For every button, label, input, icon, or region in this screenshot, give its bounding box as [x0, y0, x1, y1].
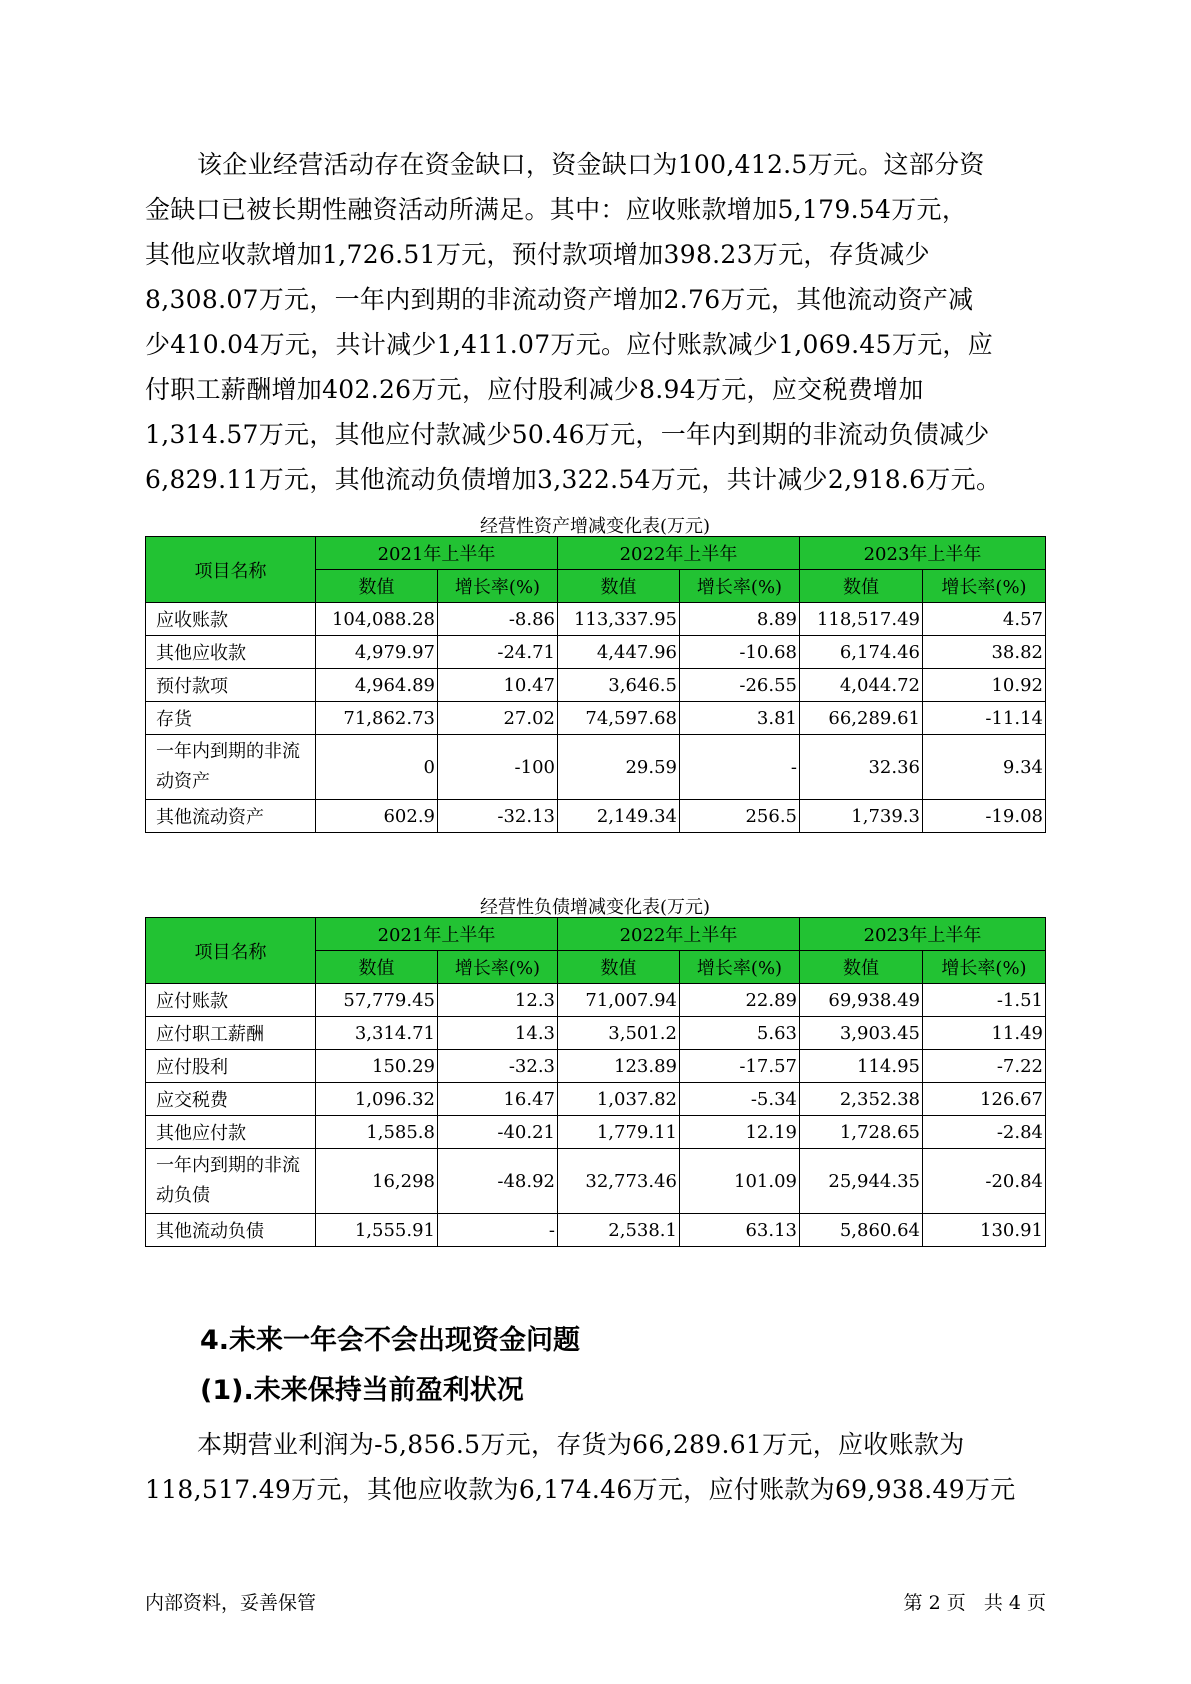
- cell-value: 118,517.49: [800, 603, 923, 636]
- paragraph-line: 其他应收款增加1,726.51万元，预付款项增加398.23万元，存货减少: [145, 240, 930, 269]
- cell-value: 1,037.82: [558, 1083, 680, 1116]
- header-rate: 增长率(%): [680, 951, 800, 984]
- paragraph-line: 付职工薪酬增加402.26万元，应付股利减少8.94万元，应交税费增加: [145, 375, 924, 404]
- cell-rate: 12.3: [438, 984, 558, 1017]
- cell-rate: 5.63: [680, 1017, 800, 1050]
- row-label: 应付账款: [146, 984, 316, 1017]
- cell-rate: -100: [438, 735, 558, 800]
- paragraph-line: 1,314.57万元，其他应付款减少50.46万元，一年内到期的非流动负债减少: [145, 420, 990, 449]
- cell-value: 4,447.96: [558, 636, 680, 669]
- cell-value: 32,773.46: [558, 1149, 680, 1214]
- header-rate: 增长率(%): [438, 951, 558, 984]
- cell-rate: -: [680, 735, 800, 800]
- cell-value: 602.9: [316, 800, 438, 833]
- cell-rate: 22.89: [680, 984, 800, 1017]
- header-period: 2021年上半年: [316, 918, 558, 951]
- header-value: 数值: [800, 570, 923, 603]
- row-label: 存货: [146, 702, 316, 735]
- paragraph-line: 该企业经营活动存在资金缺口，资金缺口为100,412.5万元。这部分资: [197, 150, 985, 179]
- table-caption-liabilities: 经营性负债增减变化表(万元): [479, 897, 711, 918]
- cell-rate: 11.49: [923, 1017, 1046, 1050]
- header-value: 数值: [558, 570, 680, 603]
- cell-value: 1,779.11: [558, 1116, 680, 1149]
- row-label: 应付职工薪酬: [146, 1017, 316, 1050]
- paragraph-funding-gap: [145, 142, 1045, 502]
- cell-rate: 10.92: [923, 669, 1046, 702]
- header-rate: 增长率(%): [438, 570, 558, 603]
- cell-rate: -32.3: [438, 1050, 558, 1083]
- header-rate: 增长率(%): [680, 570, 800, 603]
- cell-value: 32.36: [800, 735, 923, 800]
- row-label: 预付款项: [146, 669, 316, 702]
- cell-rate: 14.3: [438, 1017, 558, 1050]
- cell-value: 1,096.32: [316, 1083, 438, 1116]
- cell-rate: -19.08: [923, 800, 1046, 833]
- table-caption-assets: 经营性资产增减变化表(万元): [479, 516, 711, 537]
- cell-value: 1,555.91: [316, 1214, 438, 1247]
- footer-page-number: 第 2 页 共 4 页: [903, 1592, 1046, 1614]
- subsection-heading: (1).未来保持当前盈利状况: [200, 1375, 524, 1406]
- cell-rate: -1.51: [923, 984, 1046, 1017]
- header-period: 2021年上半年: [316, 537, 558, 570]
- table-row: [146, 735, 1046, 800]
- cell-rate: -40.21: [438, 1116, 558, 1149]
- cell-value: 74,597.68: [558, 702, 680, 735]
- header-rate: 增长率(%): [923, 570, 1046, 603]
- table-row: [146, 702, 1046, 735]
- cell-value: 104,088.28: [316, 603, 438, 636]
- row-label-line: 动资产: [156, 771, 210, 792]
- paragraph-profit-status: [145, 1422, 1045, 1512]
- table-row: [146, 1050, 1046, 1083]
- header-value: 数值: [316, 951, 438, 984]
- cell-rate: 8.89: [680, 603, 800, 636]
- cell-value: 4,979.97: [316, 636, 438, 669]
- cell-rate: 10.47: [438, 669, 558, 702]
- header-value: 数值: [800, 951, 923, 984]
- cell-rate: 126.67: [923, 1083, 1046, 1116]
- header-rate: 增长率(%): [923, 951, 1046, 984]
- cell-value: 150.29: [316, 1050, 438, 1083]
- cell-rate: 63.13: [680, 1214, 800, 1247]
- cell-value: 113,337.95: [558, 603, 680, 636]
- cell-value: 1,585.8: [316, 1116, 438, 1149]
- cell-rate: -48.92: [438, 1149, 558, 1214]
- row-label: 其他应收款: [146, 636, 316, 669]
- header-period: 2023年上半年: [800, 537, 1046, 570]
- cell-value: 5,860.64: [800, 1214, 923, 1247]
- cell-value: 1,728.65: [800, 1116, 923, 1149]
- cell-rate: -11.14: [923, 702, 1046, 735]
- cell-rate: 27.02: [438, 702, 558, 735]
- cell-value: 123.89: [558, 1050, 680, 1083]
- cell-rate: -7.22: [923, 1050, 1046, 1083]
- footer-confidential-note: 内部资料，妥善保管: [145, 1592, 317, 1614]
- cell-value: 0: [316, 735, 438, 800]
- section-heading: 4.未来一年会不会出现资金问题: [200, 1325, 581, 1356]
- cell-rate: 256.5: [680, 800, 800, 833]
- cell-rate: -8.86: [438, 603, 558, 636]
- cell-rate: -17.57: [680, 1050, 800, 1083]
- table-row: [146, 1214, 1046, 1247]
- table-row: [146, 1083, 1046, 1116]
- cell-value: 16,298: [316, 1149, 438, 1214]
- row-label: [146, 735, 316, 800]
- cell-rate: 12.19: [680, 1116, 800, 1149]
- cell-value: 1,739.3: [800, 800, 923, 833]
- table-operating-assets: [145, 536, 1046, 833]
- cell-rate: 9.34: [923, 735, 1046, 800]
- cell-value: 2,352.38: [800, 1083, 923, 1116]
- paragraph-line: 本期营业利润为-5,856.5万元，存货为66,289.61万元，应收账款为: [197, 1430, 965, 1459]
- cell-rate: 4.57: [923, 603, 1046, 636]
- header-value: 数值: [558, 951, 680, 984]
- header-period: 2022年上半年: [558, 918, 800, 951]
- cell-value: 6,174.46: [800, 636, 923, 669]
- row-label: 应收账款: [146, 603, 316, 636]
- cell-value: 3,903.45: [800, 1017, 923, 1050]
- table-row: [146, 1116, 1046, 1149]
- header-item-name: 项目名称: [146, 918, 316, 984]
- row-label: 应交税费: [146, 1083, 316, 1116]
- cell-value: 3,646.5: [558, 669, 680, 702]
- cell-rate: 38.82: [923, 636, 1046, 669]
- cell-rate: -20.84: [923, 1149, 1046, 1214]
- cell-rate: 3.81: [680, 702, 800, 735]
- paragraph-line: 6,829.11万元，其他流动负债增加3,322.54万元，共计减少2,918.6万元。: [145, 465, 1002, 494]
- cell-value: 66,289.61: [800, 702, 923, 735]
- table-row: [146, 984, 1046, 1017]
- cell-rate: 16.47: [438, 1083, 558, 1116]
- table-row: [146, 1017, 1046, 1050]
- row-label: 其他应付款: [146, 1116, 316, 1149]
- cell-rate: -24.71: [438, 636, 558, 669]
- row-label: 其他流动负债: [146, 1214, 316, 1247]
- cell-value: 2,149.34: [558, 800, 680, 833]
- cell-value: 3,314.71: [316, 1017, 438, 1050]
- table-row: [146, 669, 1046, 702]
- header-item-name: 项目名称: [146, 537, 316, 603]
- paragraph-line: 8,308.07万元，一年内到期的非流动资产增加2.76万元，其他流动资产减: [145, 285, 974, 314]
- cell-value: 4,044.72: [800, 669, 923, 702]
- cell-rate: -26.55: [680, 669, 800, 702]
- table-operating-liabilities: [145, 917, 1046, 1247]
- cell-value: 69,938.49: [800, 984, 923, 1017]
- table-row: [146, 800, 1046, 833]
- cell-value: 25,944.35: [800, 1149, 923, 1214]
- row-label: 应付股利: [146, 1050, 316, 1083]
- cell-rate: -32.13: [438, 800, 558, 833]
- paragraph-line: 金缺口已被长期性融资活动所满足。其中：应收账款增加5,179.54万元，: [145, 195, 968, 224]
- row-label-line: 一年内到期的非流: [156, 741, 300, 762]
- cell-value: 3,501.2: [558, 1017, 680, 1050]
- cell-value: 71,007.94: [558, 984, 680, 1017]
- cell-value: 29.59: [558, 735, 680, 800]
- paragraph-line: 118,517.49万元，其他应收款为6,174.46万元，应付账款为69,938.49万元: [145, 1475, 1016, 1504]
- table-row: [146, 603, 1046, 636]
- cell-rate: -: [438, 1214, 558, 1247]
- cell-rate: 130.91: [923, 1214, 1046, 1247]
- row-label: [146, 1149, 316, 1214]
- cell-rate: -5.34: [680, 1083, 800, 1116]
- header-period: 2022年上半年: [558, 537, 800, 570]
- row-label-line: 一年内到期的非流: [156, 1155, 300, 1176]
- cell-value: 4,964.89: [316, 669, 438, 702]
- cell-value: 57,779.45: [316, 984, 438, 1017]
- cell-value: 114.95: [800, 1050, 923, 1083]
- cell-rate: -2.84: [923, 1116, 1046, 1149]
- cell-value: 71,862.73: [316, 702, 438, 735]
- table-row: [146, 636, 1046, 669]
- paragraph-line: 少410.04万元，共计减少1,411.07万元。应付账款减少1,069.45万元，应: [145, 330, 994, 359]
- row-label: 其他流动资产: [146, 800, 316, 833]
- cell-rate: -10.68: [680, 636, 800, 669]
- row-label-line: 动负债: [156, 1185, 210, 1206]
- cell-rate: 101.09: [680, 1149, 800, 1214]
- header-value: 数值: [316, 570, 438, 603]
- table-row: [146, 1149, 1046, 1214]
- cell-value: 2,538.1: [558, 1214, 680, 1247]
- header-period: 2023年上半年: [800, 918, 1046, 951]
